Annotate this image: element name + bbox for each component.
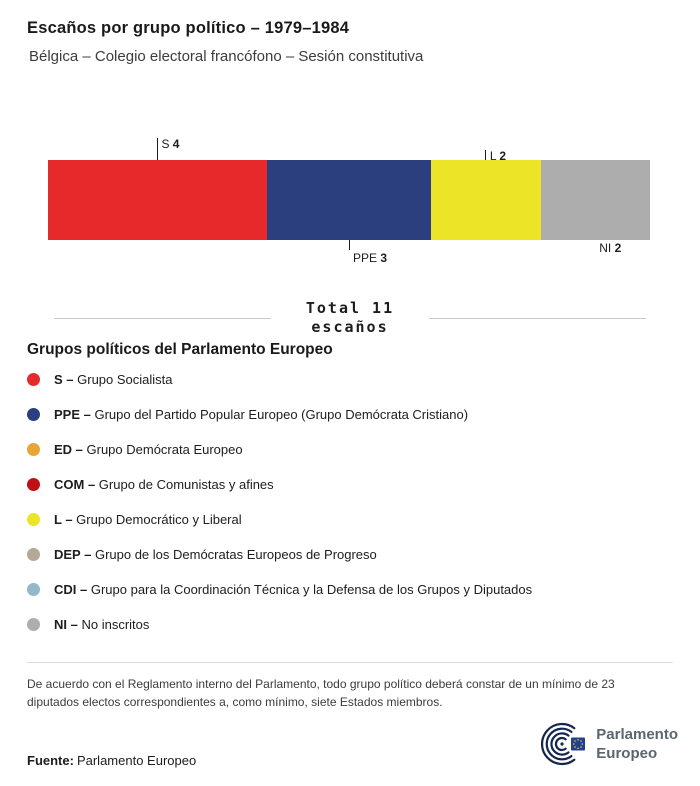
legend-item-s xyxy=(27,373,687,387)
legend-item-dep xyxy=(27,548,687,562)
legend-label-ppe: PPE – Grupo del Partido Popular Europeo (Grupo Demócrata Cristiano) xyxy=(54,407,469,422)
total-divider-left xyxy=(54,318,271,319)
total-seats-line2: escaños xyxy=(311,318,389,336)
legend-item-com xyxy=(27,478,687,492)
total-seats-label xyxy=(271,299,429,337)
legend-list xyxy=(27,373,687,653)
legend-label-l: L – Grupo Democrático y Liberal xyxy=(54,512,242,527)
legend-color-dot-ed xyxy=(27,443,40,456)
legend-item-ppe xyxy=(27,408,687,422)
footnote: De acuerdo con el Reglamento interno del Parlamento, todo grupo político deberá constar de un mínimo de 23 diputados electos correspondientes a, como mínimo, siete Estados miembros. xyxy=(27,677,615,709)
legend-item-ed xyxy=(27,443,687,457)
legend-color-dot-s xyxy=(27,373,40,386)
legend-color-dot-dep xyxy=(27,548,40,561)
legend-color-dot-cdi xyxy=(27,583,40,596)
legend-label-com: COM – Grupo de Comunistas y afines xyxy=(54,477,274,492)
legend-label-s: S – Grupo Socialista xyxy=(54,372,173,387)
bar-label-ni: NI 2 xyxy=(599,241,622,255)
bar-label-s: S 4 xyxy=(161,137,180,151)
legend-label-ni: NI – No inscritos xyxy=(54,617,150,632)
legend-heading: Grupos políticos del Parlamento Europeo xyxy=(27,341,333,358)
legend-color-dot-l xyxy=(27,513,40,526)
ep-logo-text xyxy=(596,725,678,763)
tick-ppe xyxy=(349,240,350,250)
tick-s xyxy=(157,138,158,160)
legend-color-dot-ni xyxy=(27,618,40,631)
legend-label-dep: DEP – Grupo de los Demócratas Europeos de Progreso xyxy=(54,547,377,562)
source-label: Fuente: xyxy=(27,753,74,768)
seat-bar xyxy=(48,160,650,240)
bar-segment-ni xyxy=(541,160,650,240)
legend-color-dot-ppe xyxy=(27,408,40,421)
legend-item-cdi xyxy=(27,583,687,597)
total-row xyxy=(54,299,646,337)
bar-segment-l xyxy=(431,160,540,240)
bar-label-ppe: PPE 3 xyxy=(353,251,388,265)
ep-logo-line2: Europeo xyxy=(596,745,658,762)
total-seats-line1: Total 11 xyxy=(305,299,395,317)
ep-logo xyxy=(541,721,678,767)
source-value: Parlamento Europeo xyxy=(76,753,197,768)
page-title: Escaños por grupo político – 1979–1984 xyxy=(27,19,350,37)
bar-label-l: L 2 xyxy=(489,149,507,163)
tick-l xyxy=(485,150,486,160)
total-divider-right xyxy=(429,318,646,319)
legend-label-ed: ED – Grupo Demócrata Europeo xyxy=(54,442,243,457)
legend-color-dot-com xyxy=(27,478,40,491)
legend-item-l xyxy=(27,513,687,527)
page-subtitle: Bélgica – Colegio electoral francófono – Sesión constitutiva xyxy=(29,48,424,65)
ep-logo-line1: Parlamento xyxy=(596,726,678,743)
legend-label-cdi: CDI – Grupo para la Coordinación Técnica y la Defensa de los Grupos y Diputados xyxy=(54,582,533,597)
ep-logo-icon xyxy=(541,721,587,767)
footer-divider xyxy=(27,662,673,663)
source xyxy=(27,753,196,768)
bar-segment-s xyxy=(48,160,267,240)
legend-item-ni xyxy=(27,618,687,632)
seat-chart xyxy=(48,137,650,265)
bar-segment-ppe xyxy=(267,160,431,240)
